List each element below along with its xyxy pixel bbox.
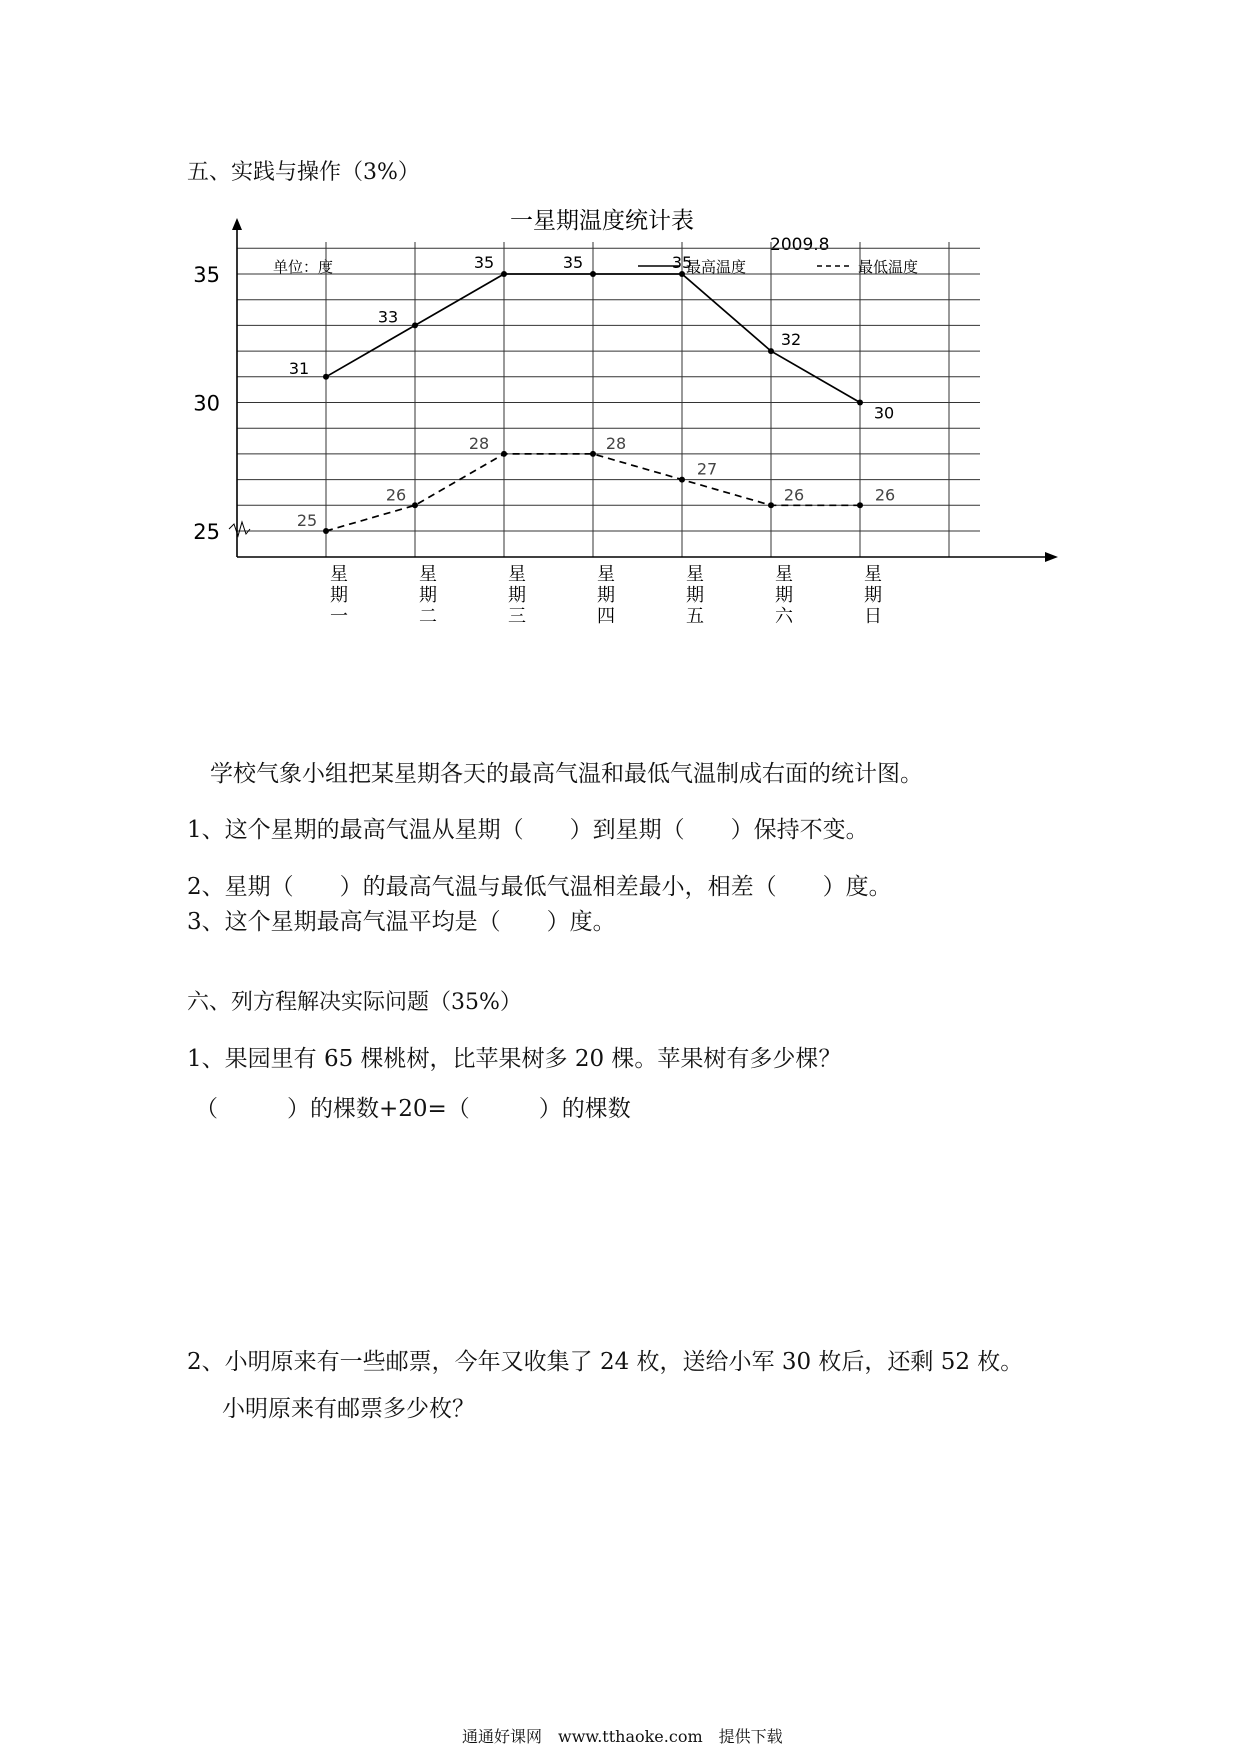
data-point (768, 348, 774, 354)
question-5-2: 2、星期（ ）的最高气温与最低气温相差最小，相差（ ）度。 (187, 874, 892, 900)
data-point (590, 271, 596, 277)
temperature-line-chart (190, 200, 1090, 710)
x-category-label: 期 (419, 585, 437, 606)
x-category-label: 星 (775, 564, 793, 585)
x-category-label: 日 (864, 606, 882, 627)
data-point (412, 502, 418, 508)
section-5-title: 五、实践与操作（3%） (187, 160, 420, 185)
data-label: 31 (288, 358, 310, 378)
chart-date: 2009.8 (770, 235, 830, 255)
data-label: 26 (783, 485, 805, 505)
section-6-title: 六、列方程解决实际问题（35%） (187, 990, 522, 1015)
x-category-label: 期 (686, 585, 704, 606)
data-point (323, 374, 329, 380)
page-footer: 通通好课网 www.tthaoke.com 提供下载 (462, 1727, 783, 1746)
x-category-label: 五 (686, 606, 704, 627)
data-label: 35 (671, 253, 693, 272)
data-point (501, 451, 507, 457)
x-category-label: 星 (508, 564, 526, 585)
x-category-label: 星 (864, 564, 882, 585)
intro-text: 学校气象小组把某星期各天的最高气温和最低气温制成右面的统计图。 (210, 761, 923, 787)
data-label: 25 (296, 511, 318, 530)
question-6-2: 2、小明原来有一些邮票，今年又收集了 24 枚，送给小军 30 枚后，还剩 52 枚。 (187, 1349, 1024, 1375)
question-6-1-hint: （ ）的棵数+20=（ ）的棵数 (195, 1096, 631, 1122)
plot-area (193, 218, 1058, 627)
x-category-label: 星 (419, 564, 437, 585)
data-point (323, 528, 329, 534)
data-label: 32 (780, 330, 802, 350)
data-label: 28 (605, 433, 627, 453)
data-label: 35 (562, 253, 584, 272)
data-label: 28 (468, 433, 490, 453)
y-axis-arrow (232, 218, 242, 230)
data-point (679, 477, 685, 483)
data-point (590, 451, 596, 457)
data-point (768, 502, 774, 508)
y-tick-label: 35 (193, 263, 220, 287)
y-tick-label: 30 (193, 391, 220, 416)
x-category-label: 四 (597, 606, 615, 627)
chart-title: 一星期温度统计表 (510, 208, 694, 234)
axis-break-mark (229, 522, 250, 536)
x-category-label: 期 (597, 585, 615, 606)
chart-unit-label: 单位：度 (273, 258, 334, 276)
x-category-label: 二 (419, 606, 437, 627)
data-point (857, 400, 863, 406)
y-tick-label: 25 (193, 520, 220, 544)
x-category-label: 期 (330, 585, 348, 606)
x-category-label: 期 (775, 585, 793, 606)
x-category-label: 三 (508, 606, 526, 627)
x-category-label: 星 (597, 564, 615, 585)
x-category-label: 星 (686, 564, 704, 585)
data-label: 26 (874, 485, 896, 505)
x-category-label: 期 (508, 585, 526, 606)
question-6-1: 1、果园里有 65 棵桃树，比苹果树多 20 棵。苹果树有多少棵？ (187, 1046, 842, 1072)
x-category-label: 六 (775, 606, 793, 627)
data-label: 30 (873, 403, 895, 423)
x-category-label: 期 (864, 585, 882, 606)
data-point (412, 322, 418, 328)
data-label: 27 (696, 459, 718, 479)
legend-max: 最高温度 (686, 258, 747, 276)
question-5-1: 1、这个星期的最高气温从星期（ ）到星期（ ）保持不变。 (187, 817, 869, 843)
data-point (857, 502, 863, 508)
data-label: 33 (377, 307, 399, 327)
data-point (501, 271, 507, 277)
data-label: 35 (473, 253, 495, 272)
question-6-2-cont: 小明原来有邮票多少枚？ (222, 1396, 475, 1422)
x-category-label: 星 (330, 564, 348, 585)
legend-min: 最低温度 (858, 258, 919, 276)
x-category-label: 一 (330, 606, 348, 627)
x-axis-arrow (1045, 552, 1058, 562)
question-5-3: 3、这个星期最高气温平均是（ ）度。 (187, 909, 616, 935)
data-label: 26 (385, 485, 407, 505)
